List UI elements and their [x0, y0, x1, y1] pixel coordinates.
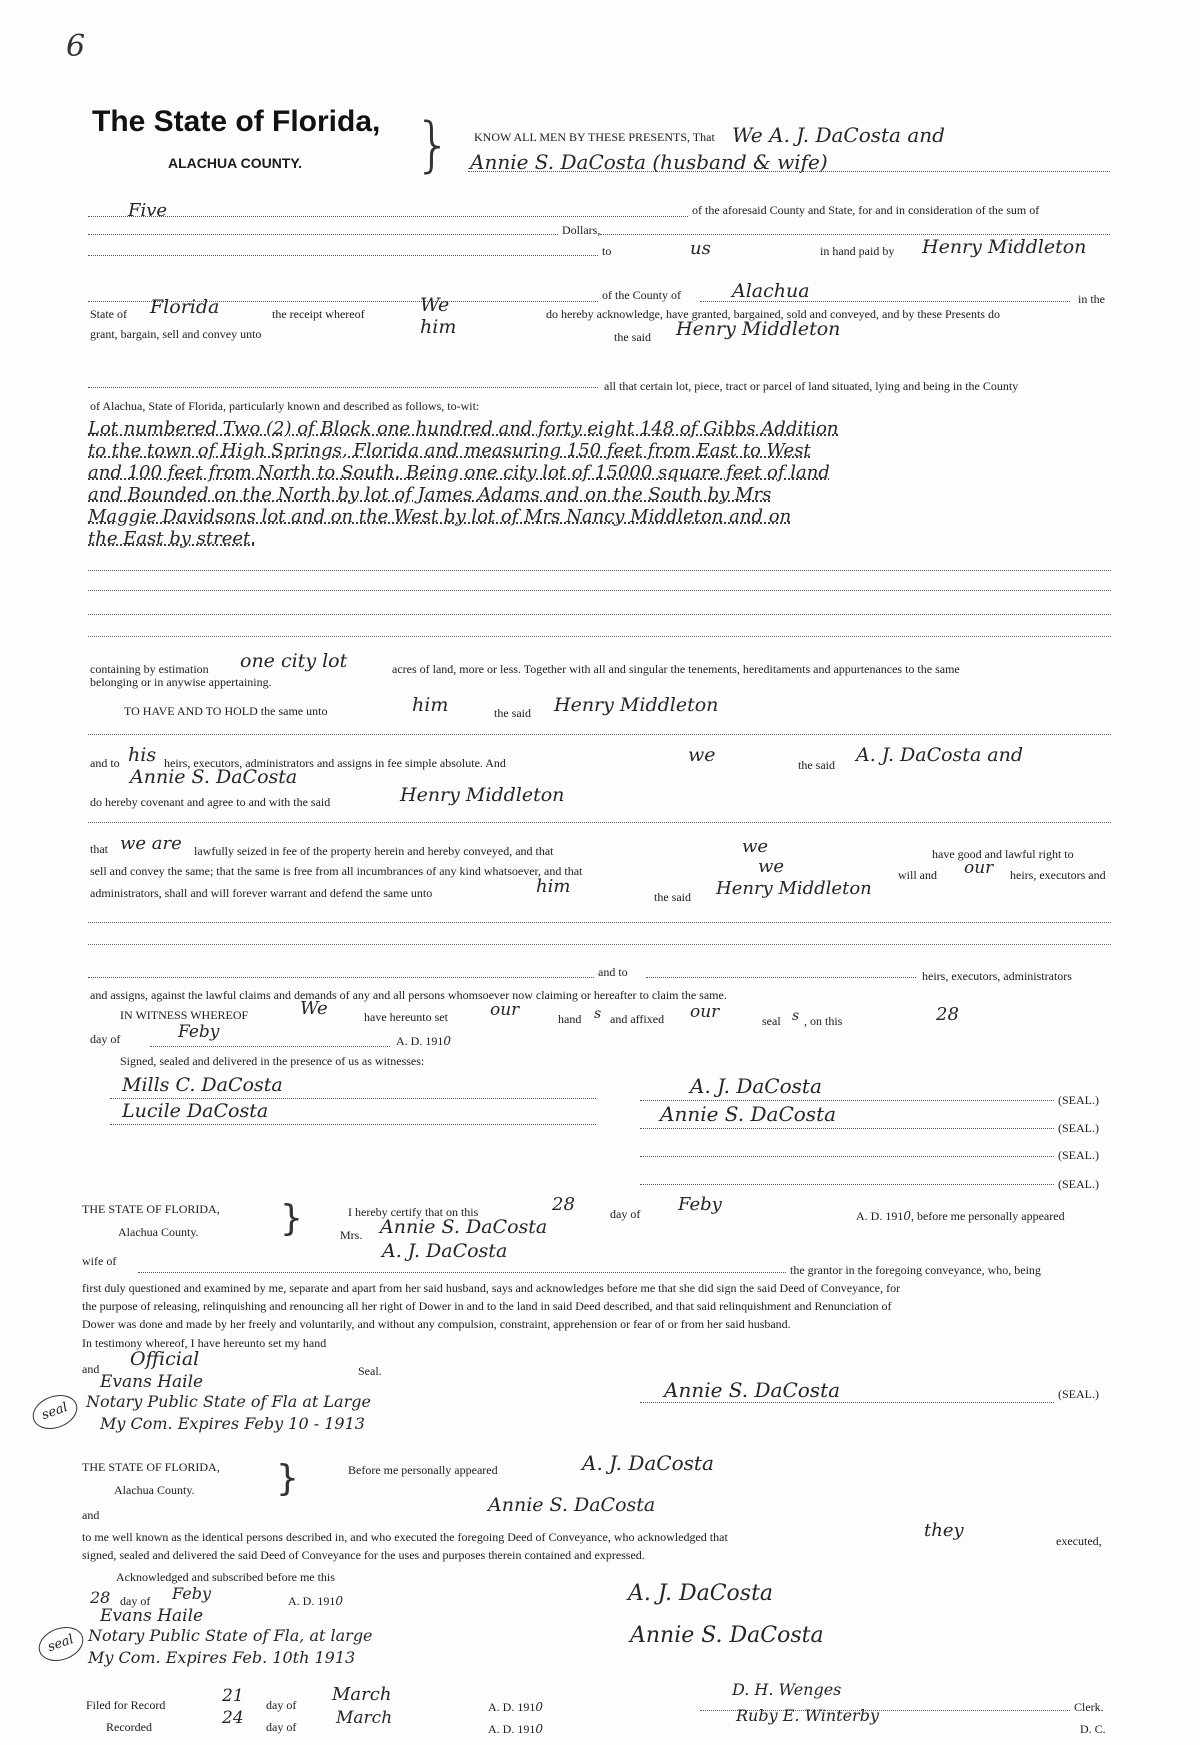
witness-line — [110, 1098, 596, 1099]
description-line: and Bounded on the North by lot of James Adams and on the South by Mrs — [88, 484, 772, 505]
page-number: 6 — [66, 29, 86, 64]
dower-and: and — [82, 1362, 100, 1376]
description-line: to the town of High Springs, Florida and measuring 150 feet from East to West — [88, 440, 811, 461]
aforesaid-text: of the aforesaid County and State, for and in consideration of the sum of — [692, 203, 1040, 217]
dc-signature: Ruby E. Winterby — [736, 1706, 879, 1725]
year-digit: 0 — [535, 1722, 543, 1736]
sell-text: sell and convey the same; that the same is free from all incumbrances of any kind whatsoever, and that — [90, 864, 583, 878]
covenant-value: Henry Middleton — [400, 784, 565, 806]
heirs-exec-text: heirs, executors and — [1010, 868, 1106, 882]
right-text: have good and lawful right to — [932, 847, 1074, 861]
witness-our2-value: our — [690, 1002, 720, 1022]
signed-text: Signed, sealed and delivered in the presence of us as witnesses: — [120, 1054, 425, 1068]
witness-ad — [396, 1034, 451, 1049]
to-have-value: him — [412, 694, 449, 716]
we2-value: we — [758, 856, 785, 877]
mrs-value: Annie S. DaCosta — [380, 1216, 548, 1238]
filed-day: 21 — [222, 1686, 244, 1706]
signature-line — [640, 1184, 1054, 1185]
signature-line — [640, 1156, 1054, 1157]
witness-our-value: our — [490, 1000, 520, 1020]
ad-label: A. D. 191 — [396, 1034, 444, 1048]
receipt-text: the receipt whereof — [272, 307, 365, 321]
county-value: Alachua — [732, 280, 810, 302]
year-digit: 0 — [443, 1034, 451, 1048]
recorded-month: March — [336, 1708, 393, 1728]
they-value: they — [924, 1520, 964, 1541]
will-and-text: will and — [898, 868, 937, 882]
have-hereunto-text: have hereunto set — [364, 1010, 448, 1024]
seal-label: (SEAL.) — [1058, 1093, 1099, 1107]
witness-name: Lucile DaCosta — [122, 1100, 269, 1122]
county-value-line — [700, 301, 1070, 302]
unto2-value: him — [536, 876, 571, 897]
the-said-text-2: the said — [494, 706, 531, 720]
on-this-text: , on this — [804, 1014, 843, 1028]
dower-brace-icon: } — [280, 1198, 303, 1239]
ack-ad — [288, 1594, 343, 1609]
testimony-text: In testimony whereof, I have hereunto set my hand — [82, 1336, 327, 1350]
hand-text: hand — [558, 1012, 582, 1026]
filed-day-of: day of — [266, 1698, 297, 1712]
to-line — [88, 255, 598, 256]
ack-person-1: A. J. DaCosta — [582, 1451, 714, 1475]
state-of-text: State of — [90, 307, 127, 321]
dower-para: Dower was done and made by her freely and voluntarily, and without any compulsion, constraint, apprehension or fear of or from her said husband. — [82, 1317, 791, 1331]
grantor-signature: Annie S. DaCosta — [660, 1102, 837, 1126]
filed-month: March — [332, 1684, 392, 1705]
our-value: our — [964, 858, 994, 878]
signature-line — [640, 1128, 1054, 1129]
lot-line — [88, 387, 598, 388]
consideration-amount: Five — [128, 200, 168, 221]
state-title: The State of Florida, — [92, 105, 381, 138]
month-line — [150, 1046, 390, 1047]
blank-line — [88, 944, 1111, 945]
clerk-signature: D. H. Wenges — [732, 1680, 842, 1699]
heirs-exec-admin-text: heirs, executors, administrators — [922, 969, 1072, 983]
grantor-signature: A. J. DaCosta — [690, 1074, 822, 1098]
dollars-line-2 — [600, 234, 1110, 235]
day-of-text: day of — [90, 1032, 121, 1046]
dc-text: D. C. — [1080, 1722, 1106, 1736]
estimation-value: one city lot — [240, 650, 348, 672]
acres-text: acres of land, more or less. Together with all and singular the tenements, hereditaments and appurtenances to the same — [392, 662, 960, 676]
covenant-text: do hereby covenant and agree to and with the said — [90, 795, 331, 809]
dower-state: THE STATE OF FLORIDA, — [82, 1202, 220, 1216]
witness-name: Mills C. DaCosta — [122, 1074, 283, 1096]
ack-notary-line: My Com. Expires Feb. 10th 1913 — [88, 1648, 356, 1667]
admin-text: administrators, shall and will forever warrant and defend the same unto — [90, 886, 433, 900]
description-line: the East by street. — [88, 528, 257, 549]
ack-day: 28 — [90, 1588, 111, 1607]
dower-para: the purpose of releasing, relinquishing and renouncing all her right of Dower in and to the land in said Deed described, and that said relinquishment and Renunciation of — [82, 1299, 892, 1313]
state-value: Florida — [150, 296, 220, 318]
filed-ad — [488, 1700, 543, 1715]
amount-line — [88, 216, 688, 217]
the-said-text-3: the said — [798, 758, 835, 772]
heirs-text: heirs, executors, administrators and assigns in fee simple absolute. And — [164, 756, 506, 770]
dower-day: 28 — [552, 1194, 575, 1215]
blank-line — [88, 570, 1111, 571]
grantors-underline — [468, 171, 1110, 172]
subscribed-text: Acknowledged and subscribed before me this — [116, 1570, 335, 1584]
seal-label: (SEAL.) — [1058, 1177, 1099, 1191]
receipt-value: We — [420, 294, 450, 316]
year-digit: 0 — [903, 1209, 911, 1223]
description-line: Maggie Davidsons lot and on the West by lot of Mrs Nancy Middleton and on — [88, 506, 792, 527]
recorded-text: Recorded — [106, 1720, 152, 1734]
grantors-line-2: Annie S. DaCosta (husband & wife) — [470, 150, 828, 174]
recorded-day-of: day of — [266, 1720, 297, 1734]
said3-value: Henry Middleton — [716, 878, 872, 899]
dower-para: first duly questioned and examined by me, separate and apart from her said husband, says and acknowledges before me that she did sign the said Deed of Conveyance, for — [82, 1281, 901, 1295]
seal-label: (SEAL.) — [1058, 1148, 1099, 1162]
dower-signature: Annie S. DaCosta — [664, 1378, 841, 1402]
seal-label: (SEAL.) — [1058, 1121, 1099, 1135]
affixed-text: and affixed — [610, 1012, 665, 1026]
to-have-text: TO HAVE AND TO HOLD the same unto — [124, 704, 328, 718]
notary-line: Evans Haile — [100, 1372, 204, 1392]
to-text: to — [602, 244, 612, 258]
blank-line — [88, 614, 1111, 615]
ack-month: Feby — [172, 1584, 211, 1603]
description-line: and 100 feet from North to South. Being one city lot of 15000 square feet of land — [88, 462, 830, 483]
seized-text: lawfully seized in fee of the property herein and hereby conveyed, and that — [194, 844, 554, 858]
dower-seal-text: Seal. — [358, 1364, 382, 1378]
of-county-text: of the County of — [602, 288, 681, 302]
ack-line-2: signed, sealed and delivered the said Deed of Conveyance for the uses and purposes therein contained and expressed. — [82, 1548, 645, 1562]
containing-text: containing by estimation — [90, 662, 209, 676]
dower-county: Alachua County. — [118, 1225, 199, 1239]
witness-month: Feby — [178, 1022, 220, 1042]
dower-day-of: day of — [610, 1207, 641, 1221]
to-value: us — [690, 238, 711, 259]
mrs-text: Mrs. — [340, 1228, 363, 1242]
ack-and: and — [82, 1508, 100, 1522]
grantee-name: Henry Middleton — [922, 236, 1087, 258]
dollars-text: Dollars, — [562, 223, 601, 237]
in-the-text: in the — [1078, 292, 1105, 306]
ack-line-1: to me well known as the identical persons described in, and who executed the foregoing Deed of Conveyance, who acknowledged that — [82, 1530, 728, 1544]
ack-brace-icon: } — [276, 1458, 299, 1499]
dower-month: Feby — [678, 1194, 722, 1215]
ack-seal-stamp: seal — [34, 1621, 88, 1667]
ad-label: A. D. 191 — [288, 1594, 336, 1608]
husband-value: A. J. DaCosta — [382, 1240, 508, 1262]
notary-line: Notary Public State of Fla at Large — [86, 1392, 371, 1411]
unto-value: him — [420, 316, 457, 338]
and-to-line — [88, 977, 594, 978]
official-value: Official — [130, 1348, 200, 1370]
and-to-text: and to — [90, 756, 120, 770]
recorded-ad — [488, 1722, 543, 1737]
ad-label: A. D. 191 — [488, 1722, 536, 1736]
before-me-text: , before me personally appeared — [910, 1209, 1065, 1223]
ack-notary-line: Notary Public State of Fla, at large — [88, 1626, 373, 1645]
alachua-text: of Alachua, State of Florida, particularly known and described as follows, to-wit: — [90, 399, 480, 413]
header-brace-icon: } — [414, 110, 453, 180]
know-all-men-text: KNOW ALL MEN BY THESE PRESENTS, That — [474, 130, 715, 144]
blank-line — [88, 590, 1111, 591]
county-title: ALACHUA COUNTY. — [168, 155, 303, 171]
claims-text: and assigns, against the lawful claims and demands of any and all persons whomsoever now claiming or hereafter to claim the same. — [90, 988, 727, 1002]
seal-text: seal — [762, 1014, 781, 1028]
blank-line — [88, 636, 1111, 637]
blank-line — [88, 922, 1111, 923]
and-to-text-2: and to — [598, 965, 628, 979]
ack-day-of: day of — [120, 1594, 151, 1608]
year-digit: 0 — [335, 1594, 343, 1608]
the-said-value: Henry Middleton — [676, 318, 841, 340]
that-value: we are — [120, 833, 182, 854]
witness-line — [110, 1124, 596, 1125]
notary-seal-stamp: seal — [28, 1389, 82, 1435]
grant-text: grant, bargain, sell and convey unto — [90, 327, 262, 341]
husband-line — [138, 1272, 786, 1273]
dower-ad — [856, 1209, 1065, 1224]
hand-s: s — [594, 1006, 602, 1022]
notary-line: My Com. Expires Feby 10 - 1913 — [100, 1414, 365, 1433]
blank-line — [88, 734, 1111, 735]
ack-state: THE STATE OF FLORIDA, — [82, 1460, 220, 1474]
witness-we-value: We — [300, 998, 328, 1019]
to-have-said-value: Henry Middleton — [554, 694, 719, 716]
description-line: Lot numbered Two (2) of Block one hundred and forty eight 148 of Gibbs Addition — [88, 418, 839, 439]
signature-line — [640, 1100, 1054, 1101]
certify-text: I hereby certify that on this — [348, 1205, 479, 1219]
grantor-text: the grantor in the foregoing conveyance, who, being — [790, 1263, 1041, 1277]
before-me-text-2: Before me personally appeared — [348, 1463, 498, 1477]
acknowledge-text: do hereby acknowledge, have granted, bargained, sold and conveyed, and by these Presents do — [546, 307, 1000, 321]
grantors-value-1: A. J. DaCosta and — [856, 744, 1024, 766]
filed-text: Filed for Record — [86, 1698, 166, 1712]
in-hand-paid-text: in hand paid by — [820, 244, 895, 258]
belonging-text: belonging or in anywise appertaining. — [90, 675, 272, 689]
signature-line — [640, 1402, 1054, 1403]
the-said-text-4: the said — [654, 890, 691, 904]
ack-person-2: Annie S. DaCosta — [488, 1494, 656, 1516]
grantors-line-1: We A. J. DaCosta and — [732, 123, 945, 147]
dower-seal-label: (SEAL.) — [1058, 1387, 1099, 1401]
ad-label: A. D. 191 — [488, 1700, 536, 1714]
clerk-text: Clerk. — [1074, 1700, 1104, 1714]
ad-label: A. D. 191 — [856, 1209, 904, 1223]
that2-value: we — [742, 836, 769, 857]
and-to-line-2 — [646, 977, 916, 978]
dollars-line — [88, 234, 558, 235]
witness-day: 28 — [936, 1004, 959, 1025]
year-digit: 0 — [535, 1700, 543, 1714]
in-witness-text: IN WITNESS WHEREOF — [120, 1008, 249, 1022]
recorded-day: 24 — [222, 1708, 244, 1728]
ack-signature: A. J. DaCosta — [628, 1581, 774, 1606]
ack-signature: Annie S. DaCosta — [630, 1623, 824, 1648]
blank-line — [88, 822, 1111, 823]
wife-of-text: wife of — [82, 1254, 117, 1268]
ack-county: Alachua County. — [114, 1483, 195, 1497]
that-text: that — [90, 842, 108, 856]
seal-s: s — [792, 1008, 800, 1024]
we-value: we — [688, 744, 716, 766]
the-said-text: the said — [614, 330, 651, 344]
ack-notary-line: Evans Haile — [100, 1606, 204, 1626]
his-value: his — [128, 744, 157, 766]
grantors-value-2: Annie S. DaCosta — [130, 766, 298, 788]
executed-text: executed, — [1056, 1534, 1102, 1548]
lot-text: all that certain lot, piece, tract or parcel of land situated, lying and being in the County — [604, 379, 1019, 393]
